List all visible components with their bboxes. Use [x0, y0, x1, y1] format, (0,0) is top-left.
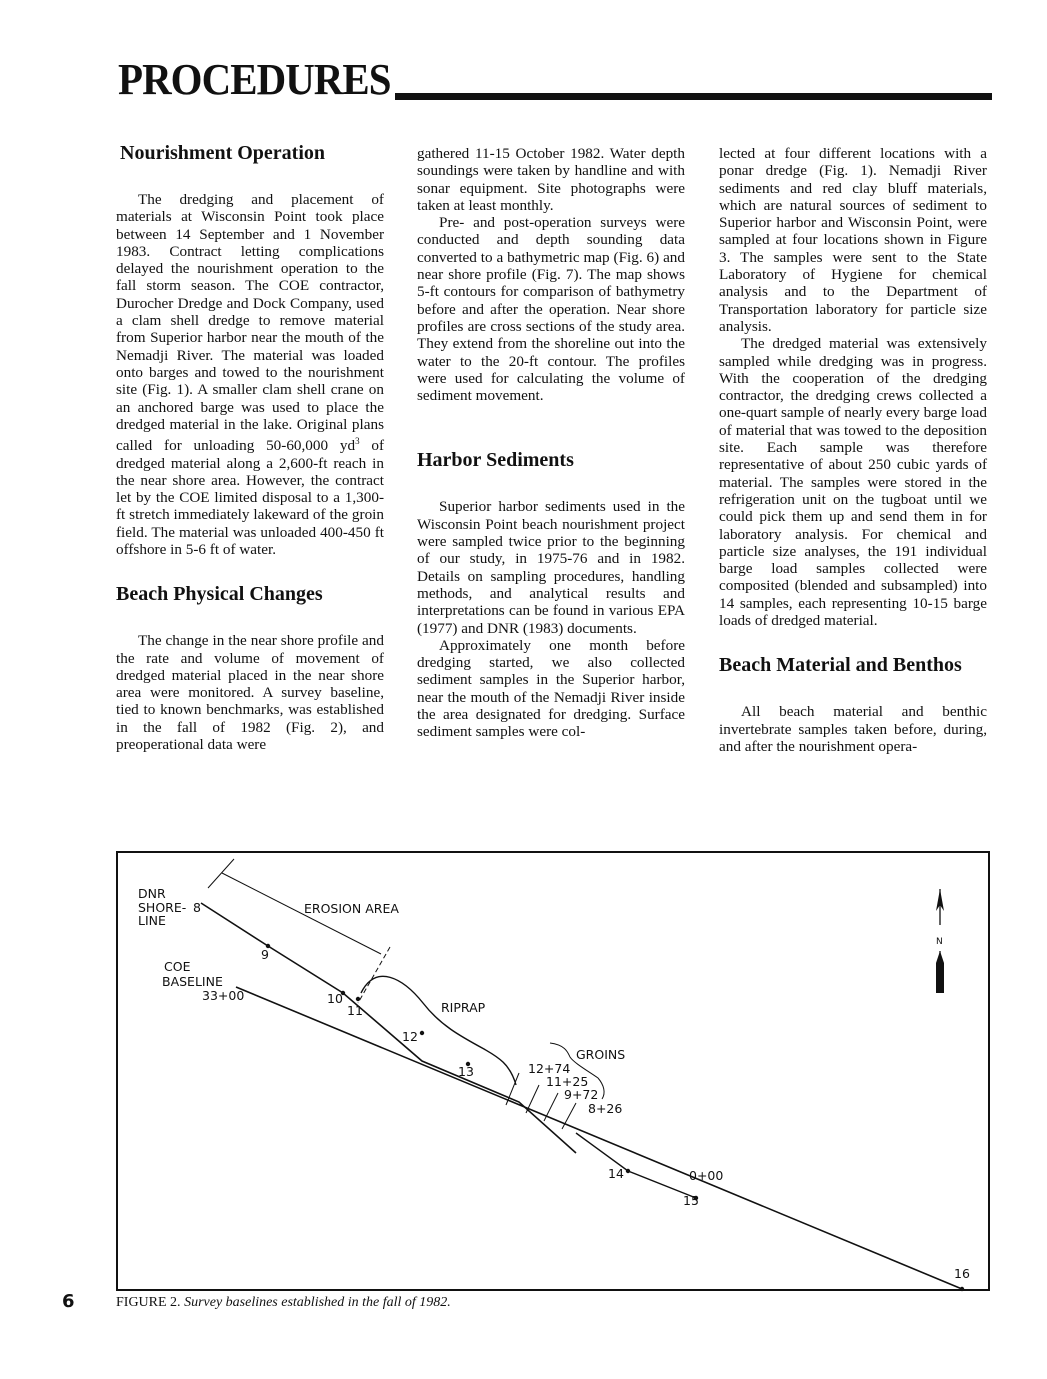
dnr-label: DNR: [138, 886, 166, 901]
erosion-area-label: EROSION AREA: [304, 901, 399, 916]
baseline-label: BASELINE: [162, 974, 223, 989]
figure-caption: [116, 1295, 451, 1311]
section-heading-harbor: Harbor Sediments: [417, 449, 574, 472]
station-label: 16: [954, 1266, 970, 1281]
station-label: 12: [402, 1029, 418, 1044]
caption-text: Survey baselines established in the fall of 1982.: [184, 1295, 451, 1310]
station-label: 9: [261, 947, 269, 962]
paragraph: The dredged material was extensively sampled while dredging was in progress. With the cooperation of the dredging contractor, the dredging crews collected a one-quart sample of nearly every barge load of material that was towed to the deposition site. Each sample was therefore representative of about 250 cubic yards of material. The samples were stored in the refrigeration unit on the tugboat until we could pick them up and send them in for laboratory analysis. For chemical and particle size analyses, the 191 individual barge load samples collected were composited (blended and subsampled) into 14 samples, each representing 10-15 barge loads of dredged material.: [719, 335, 987, 630]
column-1: [116, 143, 384, 753]
line-label: LINE: [138, 913, 166, 928]
coe-label: COE: [164, 959, 191, 974]
page-number: 6: [62, 1291, 75, 1312]
station-point: [960, 1287, 964, 1291]
section-heading-beach-material: Beach Material and Benthos: [719, 654, 962, 677]
paragraph: Approximately one month before dredging started, we also collected sediment samples in the Superior harbor, near the mouth of the Nemadji River inside the area designated for dredging. Surface sediment samples were col-: [417, 636, 685, 741]
groins-label: GROINS: [576, 1047, 626, 1062]
figure-2-map: [116, 851, 990, 1291]
shoreline-label: SHORE-: [138, 900, 187, 915]
groin: [526, 1085, 539, 1113]
paragraph: Pre- and post-operation surveys were conducted and depth sounding data converted to a bathymetric map (Fig. 6) and near shore profile (Fig. 7). The map shows 5-ft contours for comparison of bathymetry before and after the operation. Near shore profiles are cross sections of the study area. They extend from the shoreline out into the water to the 20-ft contour. The profiles were used for calculating the volume of sediment movement.: [417, 214, 685, 405]
station-point: [420, 1031, 424, 1035]
station-label: 9+72: [564, 1087, 599, 1102]
station-label: 13: [458, 1064, 474, 1079]
riprap-label: RIPRAP: [441, 1000, 486, 1015]
station-label: 8: [193, 900, 201, 915]
paragraph: The dredging and placement of materials at Wisconsin Point took place between 14 September and 1 November 1983. Contract letting complications delayed the nourishment operation to the fall storm season. The COE contractor, Durocher Dredge and Dock Company, used a clam shell dredge to remove material from Superior harbor near the mouth of the Nemadji River. The material was loaded onto barges and towed to the nourishment site (Fig. 1). A smaller clam shell crane on an anchored barge was used to place the dredged material in the lake. Original plans called for unloading 50-60,000 $yd^3$ of dredged material along a 2,600-ft reach in the near shore area. However, the contract let by the COE limited disposal to a 1,300-ft stretch immediately lakeward of the groin field. The material was unloaded 400-450 ft offshore in 5-6 ft of water.: [116, 191, 385, 558]
survey-diagram: [118, 853, 992, 1293]
erosion-extent-line: [358, 947, 390, 1003]
station-label: 33+00: [202, 988, 245, 1003]
groin: [544, 1093, 558, 1121]
title-rule: [395, 93, 992, 100]
column-2: [417, 145, 685, 741]
dnr-shoreline: [201, 903, 576, 1153]
paragraph: All beach material and benthic invertebrate samples taken before, during, and after the nourishment opera-: [719, 703, 987, 755]
station-label: 10: [327, 991, 343, 1006]
shoreline-lower: [576, 1133, 696, 1198]
erosion-extent-line: [208, 859, 234, 888]
station-label: 12+74: [528, 1061, 571, 1076]
paragraph: gathered 11-15 October 1982. Water depth soundings were taken by handline and with sonar equipment. Site photographs were taken at least monthly.: [417, 145, 685, 214]
section-heading-nourishment: Nourishment Operation: [120, 142, 325, 164]
coe-baseline: [236, 987, 962, 1289]
paragraph: Superior harbor sediments used in the Wisconsin Point beach nourishment project were sampled twice prior to the beginning of our study, in 1975-76 and in 1982. Details on sampling procedures, handling methods, and analytical results and interpretations can be found in various EPA (1977) and DNR (1983) documents.: [417, 498, 685, 637]
station-label: 15: [683, 1193, 699, 1208]
station-point: [356, 997, 360, 1001]
groin: [506, 1073, 519, 1105]
section-heading-beach-physical: Beach Physical Changes: [116, 583, 323, 606]
column-3: [719, 145, 987, 755]
paragraph: lected at four different locations with a ponar dredge (Fig. 1). Nemadji River sediments and red clay bluff materials, which are natural sources of sediment to Superior harbor and Wisconsin Point, were sampled at four locations shown in Figure 3. The samples were sent to the State Laboratory of Hygiene for chemical analysis and to the Department of Transportation laboratory for particle size analysis.: [719, 145, 987, 335]
caption-lead: FIGURE 2.: [116, 1295, 181, 1310]
station-label: 14: [608, 1166, 624, 1181]
station-label: 11: [347, 1003, 363, 1018]
paragraph: The change in the near shore profile and the rate and volume of movement of dredged material placed in the near shore area were monitored. A survey baseline, tied to known benchmarks, was established in the fall of 1982 (Fig. 2), and preoperational data were: [116, 632, 384, 754]
station-point: [626, 1169, 630, 1173]
north-label: N: [936, 937, 943, 947]
station-label: 8+26: [588, 1101, 623, 1116]
station-label: 0+00: [689, 1168, 724, 1183]
station-label: 11+25: [546, 1074, 589, 1089]
page-title: PROCEDURES: [118, 55, 391, 104]
